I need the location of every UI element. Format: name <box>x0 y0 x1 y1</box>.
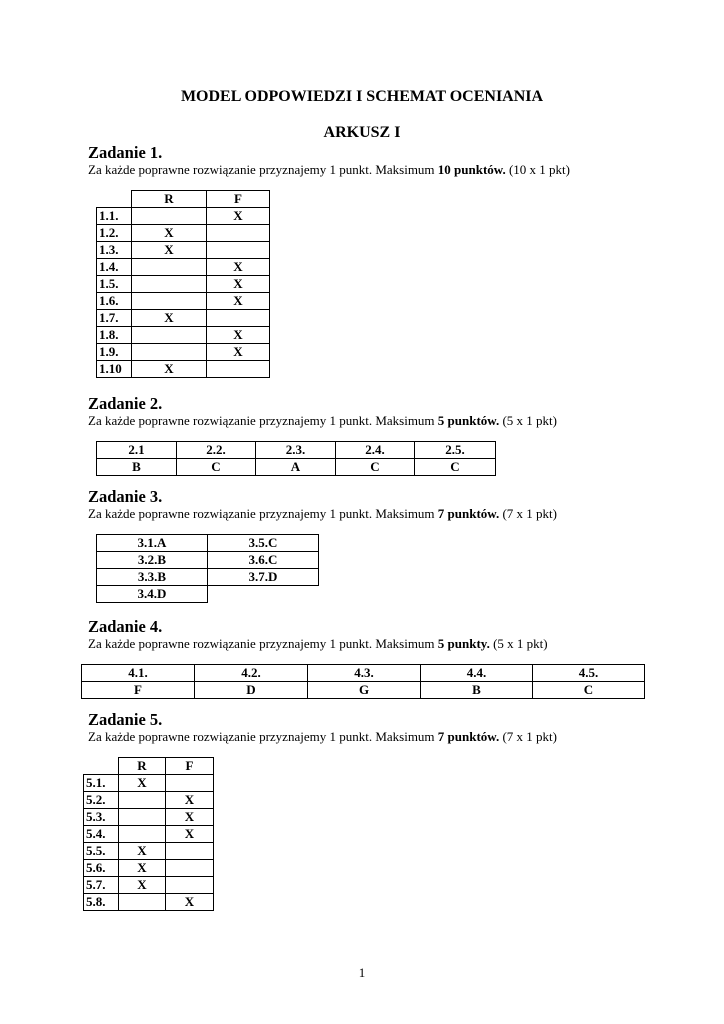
answer-cell: B <box>97 459 177 476</box>
column-header: 4.2. <box>195 665 308 682</box>
answer-cell: C <box>336 459 415 476</box>
table-row <box>84 877 214 894</box>
row-label: 5.5. <box>84 843 119 860</box>
row-label: 5.8. <box>84 894 119 911</box>
table-row <box>84 894 214 911</box>
table-header-row <box>84 758 214 775</box>
r-cell: X <box>132 225 207 242</box>
row-label: 1.1. <box>97 208 132 225</box>
r-cell <box>132 276 207 293</box>
r-cell: X <box>119 775 166 792</box>
f-cell <box>207 242 270 259</box>
answer-cell: A <box>256 459 336 476</box>
column-header-f: F <box>207 191 270 208</box>
f-cell <box>166 877 214 894</box>
f-cell: X <box>207 208 270 225</box>
table-row <box>84 860 214 877</box>
row-label: 1.4. <box>97 259 132 276</box>
table-row <box>97 242 270 259</box>
column-header: 4.3. <box>308 665 421 682</box>
table-row <box>97 361 270 378</box>
r-cell <box>132 208 207 225</box>
empty-cell <box>208 586 319 603</box>
f-cell <box>207 310 270 327</box>
task-2-answer-table <box>96 441 496 476</box>
f-cell: X <box>207 327 270 344</box>
column-header: 2.4. <box>336 442 415 459</box>
task-5-description: Za każde poprawne rozwiązanie przyznajemy 1 punkt. Maksimum 7 punktów. (7 x 1 pkt) <box>88 729 557 744</box>
task-4-description: Za każde poprawne rozwiązanie przyznajemy 1 punkt. Maksimum 5 punkty. (5 x 1 pkt) <box>88 636 548 651</box>
column-header: 4.1. <box>82 665 195 682</box>
r-cell: X <box>119 877 166 894</box>
table-row <box>97 327 270 344</box>
task-1-answer-table <box>96 190 270 378</box>
task-5-answer-table <box>83 757 214 911</box>
column-header: 2.3. <box>256 442 336 459</box>
answer-cell: 3.1.A <box>97 535 208 552</box>
task-4-heading: Zadanie 4. <box>88 617 163 636</box>
answer-cell: 3.6.C <box>208 552 319 569</box>
f-cell <box>166 775 214 792</box>
r-cell <box>132 344 207 361</box>
r-cell <box>119 809 166 826</box>
f-cell: X <box>207 344 270 361</box>
table-row <box>97 310 270 327</box>
column-header: 4.5. <box>533 665 645 682</box>
f-cell <box>166 843 214 860</box>
answer-cell: 3.2.B <box>97 552 208 569</box>
r-cell <box>132 293 207 310</box>
row-label: 5.1. <box>84 775 119 792</box>
f-cell: X <box>166 809 214 826</box>
column-header-r: R <box>119 758 166 775</box>
task-1-heading: Zadanie 1. <box>88 143 163 162</box>
table-header-row <box>97 191 270 208</box>
row-label: 1.6. <box>97 293 132 310</box>
task-1-description: Za każde poprawne rozwiązanie przyznajemy 1 punkt. Maksimum 10 punktów. (10 x 1 pkt) <box>88 162 570 177</box>
table-header-row <box>97 442 496 459</box>
r-cell <box>119 792 166 809</box>
r-cell: X <box>132 242 207 259</box>
answer-cell: C <box>415 459 496 476</box>
answer-cell: 3.5.C <box>208 535 319 552</box>
row-label: 1.2. <box>97 225 132 242</box>
r-cell: X <box>132 310 207 327</box>
table-row <box>97 225 270 242</box>
r-cell <box>119 826 166 843</box>
table-header-row <box>82 665 645 682</box>
table-row <box>84 775 214 792</box>
column-header: 2.2. <box>177 442 256 459</box>
task-5-heading: Zadanie 5. <box>88 710 163 729</box>
row-label: 1.3. <box>97 242 132 259</box>
column-header: 4.4. <box>421 665 533 682</box>
table-row <box>97 586 319 603</box>
table-row <box>97 293 270 310</box>
row-label: 5.7. <box>84 877 119 894</box>
f-cell: X <box>207 259 270 276</box>
column-header-f: F <box>166 758 214 775</box>
table-row <box>84 792 214 809</box>
r-cell: X <box>119 860 166 877</box>
r-cell <box>132 327 207 344</box>
answer-cell: G <box>308 682 421 699</box>
table-row <box>97 259 270 276</box>
row-label: 1.10 <box>97 361 132 378</box>
row-label: 1.9. <box>97 344 132 361</box>
answer-cell: 3.4.D <box>97 586 208 603</box>
r-cell <box>132 259 207 276</box>
row-label: 1.7. <box>97 310 132 327</box>
column-header: 2.5. <box>415 442 496 459</box>
table-row <box>97 276 270 293</box>
answer-cell: C <box>533 682 645 699</box>
task-3-heading: Zadanie 3. <box>88 487 163 506</box>
task-4-answer-table <box>81 664 645 699</box>
f-cell <box>207 361 270 378</box>
f-cell <box>207 225 270 242</box>
row-label: 1.5. <box>97 276 132 293</box>
f-cell: X <box>166 894 214 911</box>
column-header-r: R <box>132 191 207 208</box>
row-label: 5.4. <box>84 826 119 843</box>
task-3-answer-table <box>96 534 319 603</box>
r-cell: X <box>119 843 166 860</box>
table-row <box>97 459 496 476</box>
r-cell <box>119 894 166 911</box>
table-row <box>84 843 214 860</box>
task-2-heading: Zadanie 2. <box>88 394 163 413</box>
page-number: 1 <box>358 965 366 980</box>
answer-cell: 3.3.B <box>97 569 208 586</box>
row-label: 5.2. <box>84 792 119 809</box>
table-corner <box>97 191 132 208</box>
f-cell: X <box>207 293 270 310</box>
table-row <box>82 682 645 699</box>
table-corner <box>84 758 119 775</box>
column-header: 2.1 <box>97 442 177 459</box>
task-3-description: Za każde poprawne rozwiązanie przyznajemy 1 punkt. Maksimum 7 punktów. (7 x 1 pkt) <box>88 506 557 521</box>
row-label: 1.8. <box>97 327 132 344</box>
table-row <box>97 552 319 569</box>
table-row <box>97 569 319 586</box>
answer-cell: F <box>82 682 195 699</box>
table-row <box>97 535 319 552</box>
f-cell: X <box>207 276 270 293</box>
f-cell: X <box>166 826 214 843</box>
f-cell <box>166 860 214 877</box>
table-row <box>84 809 214 826</box>
document-subtitle: ARKUSZ I <box>323 124 401 141</box>
row-label: 5.3. <box>84 809 119 826</box>
task-2-description: Za każde poprawne rozwiązanie przyznajemy 1 punkt. Maksimum 5 punktów. (5 x 1 pkt) <box>88 413 557 428</box>
answer-cell: 3.7.D <box>208 569 319 586</box>
answer-cell: D <box>195 682 308 699</box>
answer-cell: C <box>177 459 256 476</box>
document-title: MODEL ODPOWIEDZI I SCHEMAT OCENIANIA <box>180 88 544 105</box>
table-row <box>97 344 270 361</box>
r-cell: X <box>132 361 207 378</box>
row-label: 5.6. <box>84 860 119 877</box>
table-row <box>97 208 270 225</box>
answer-cell: B <box>421 682 533 699</box>
table-row <box>84 826 214 843</box>
f-cell: X <box>166 792 214 809</box>
